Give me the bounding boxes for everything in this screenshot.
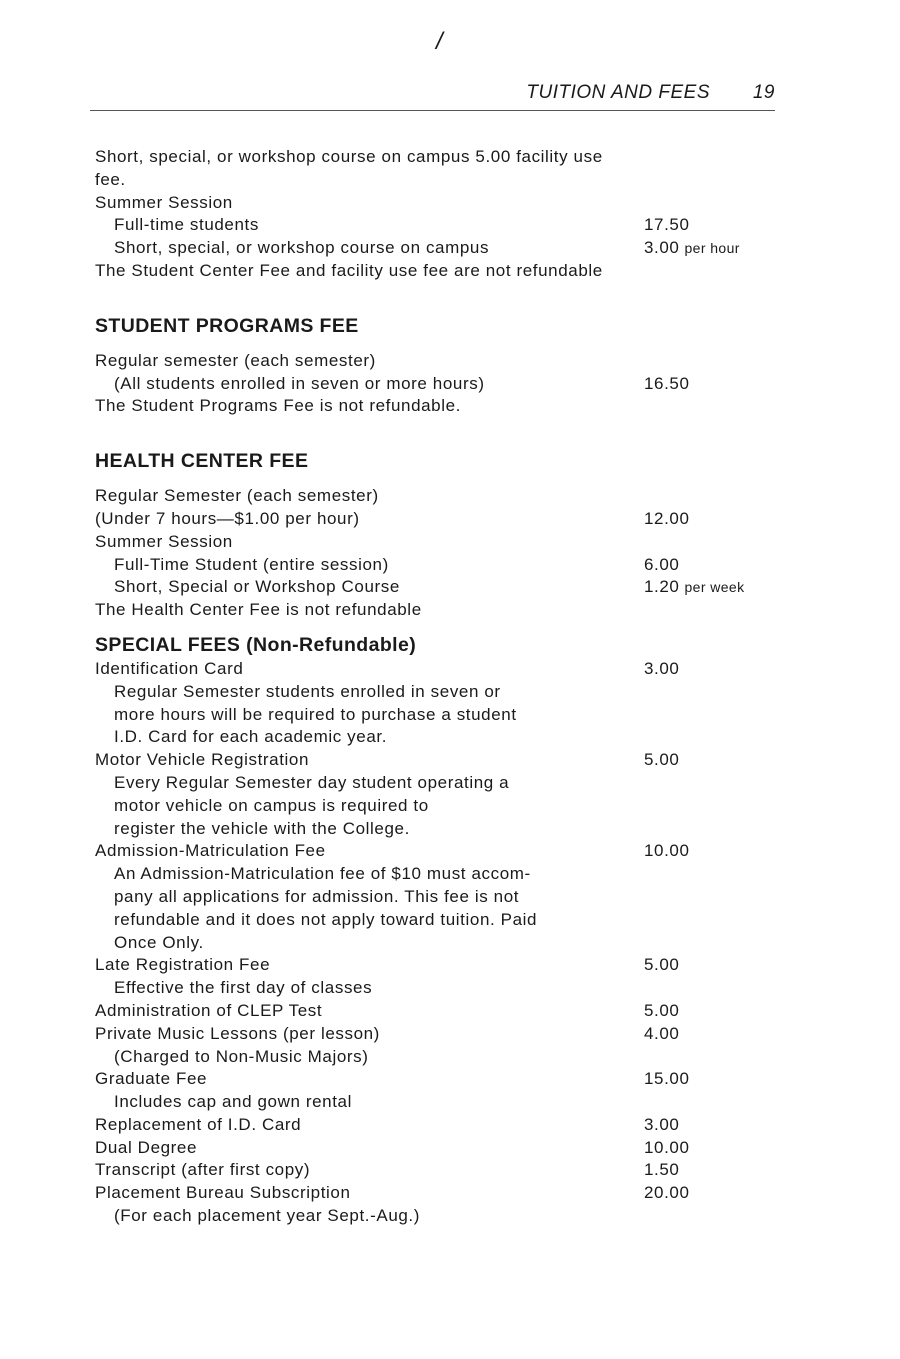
- fee-amount-value: 1.20: [644, 577, 680, 597]
- running-head: TUITION AND FEES: [526, 82, 710, 103]
- fee-amount-value: 5.00: [644, 955, 680, 975]
- fee-amount-value: 1.50: [644, 1160, 680, 1180]
- fee-description: (Under 7 hours—$1.00 per hour): [95, 508, 360, 528]
- fee-line: [95, 192, 775, 215]
- fee-line: [95, 863, 775, 886]
- fee-amount: [644, 214, 690, 237]
- fee-line: [95, 237, 775, 260]
- fee-amount: [644, 508, 690, 531]
- fee-line: [95, 726, 775, 749]
- fee-amount-value: 6.00: [644, 554, 680, 574]
- fee-description: Regular semester (each semester): [95, 350, 376, 370]
- fee-description: Dual Degree: [95, 1137, 198, 1157]
- fee-description: Summer Session: [95, 192, 233, 212]
- fee-line: [95, 1023, 775, 1046]
- fee-description: Effective the first day of classes: [114, 978, 373, 998]
- fee-description: I.D. Card for each academic year.: [114, 727, 388, 747]
- page-mark: /: [436, 28, 443, 55]
- fee-description: The Student Programs Fee is not refundable.: [95, 396, 461, 416]
- fee-description: (For each placement year Sept.-Aug.): [114, 1206, 421, 1226]
- fee-amount: [644, 237, 740, 260]
- section-heading: STUDENT PROGRAMS FEE: [95, 314, 359, 337]
- fee-amount-value: 3.00: [644, 238, 680, 258]
- fee-amount-value: 3.00: [644, 1114, 680, 1134]
- fee-amount: [644, 373, 690, 396]
- fee-description: pany all applications for admission. This fee is not: [114, 886, 520, 906]
- fee-description: register the vehicle with the College.: [114, 818, 410, 838]
- fee-description: fee.: [95, 169, 126, 189]
- fee-amount-value: 16.50: [644, 373, 690, 393]
- fee-amount-value: 4.00: [644, 1023, 680, 1043]
- fee-line: [95, 214, 775, 237]
- fee-line: [95, 1046, 775, 1069]
- fee-amount: [644, 1114, 680, 1137]
- intro-section: [95, 146, 775, 283]
- fee-amount-value: 17.50: [644, 215, 690, 235]
- fee-line: [95, 909, 775, 932]
- fee-line: [95, 704, 775, 727]
- fee-line: [95, 1137, 775, 1160]
- fee-unit: per hour: [684, 240, 740, 257]
- fee-description: Every Regular Semester day student operating a: [114, 772, 510, 792]
- health-center-section: [95, 485, 775, 622]
- fee-amount-value: 12.00: [644, 508, 690, 528]
- fee-line: [95, 772, 775, 795]
- fee-line: [95, 1159, 775, 1182]
- fee-description: Identification Card: [95, 658, 244, 678]
- fee-line: [95, 350, 775, 373]
- fee-line: [95, 599, 775, 622]
- fee-amount: [644, 1068, 690, 1091]
- fee-line: [95, 954, 775, 977]
- fee-line: [95, 932, 775, 955]
- fee-description: more hours will be required to purchase a student: [114, 704, 517, 724]
- fee-line: [95, 395, 775, 418]
- fee-description: motor vehicle on campus is required to: [114, 795, 429, 815]
- fee-amount: [644, 954, 680, 977]
- fee-amount-value: 20.00: [644, 1183, 690, 1203]
- fee-line: [95, 658, 775, 681]
- fee-line: [95, 260, 775, 283]
- fee-description: The Health Center Fee is not refundable: [95, 600, 422, 620]
- fee-line: [95, 169, 775, 192]
- fee-amount: [644, 1023, 680, 1046]
- fee-description: Once Only.: [114, 932, 204, 952]
- fee-description: Graduate Fee: [95, 1069, 208, 1089]
- fee-description: Placement Bureau Subscription: [95, 1183, 351, 1203]
- fee-line: [95, 1114, 775, 1137]
- fee-description: Admission-Matriculation Fee: [95, 841, 326, 861]
- fee-description: (Charged to Non-Music Majors): [114, 1046, 369, 1066]
- fee-description: An Admission-Matriculation fee of $10 must accom-: [114, 864, 531, 884]
- fee-line: [95, 1000, 775, 1023]
- fee-description: Private Music Lessons (per lesson): [95, 1023, 380, 1043]
- fee-description: refundable and it does not apply toward tuition. Paid: [114, 909, 538, 929]
- page-number: 19: [752, 82, 775, 103]
- fee-line: [95, 977, 775, 1000]
- fee-description: The Student Center Fee and facility use fee are not refundable: [95, 260, 603, 280]
- fee-line: [95, 1205, 775, 1228]
- fee-line: [95, 1182, 775, 1205]
- fee-line: [95, 886, 775, 909]
- page-content: [95, 146, 775, 1228]
- fee-line: [95, 1091, 775, 1114]
- special-fees-section: [95, 658, 775, 1228]
- fee-line: [95, 795, 775, 818]
- fee-amount-value: 10.00: [644, 841, 690, 861]
- fee-amount: [644, 576, 745, 599]
- fee-amount-value: 3.00: [644, 658, 680, 678]
- fee-amount: [644, 840, 690, 863]
- fee-amount: [644, 1137, 690, 1160]
- fee-description: Regular Semester (each semester): [95, 486, 379, 506]
- fee-line: [95, 554, 775, 577]
- fee-description: Motor Vehicle Registration: [95, 750, 310, 770]
- fee-description: Regular Semester students enrolled in seven or: [114, 681, 501, 701]
- fee-description: (All students enrolled in seven or more hours): [114, 373, 485, 393]
- fee-description: Summer Session: [95, 531, 233, 551]
- fee-amount: [644, 658, 680, 681]
- fee-amount: [644, 1182, 690, 1205]
- fee-description: Includes cap and gown rental: [114, 1092, 352, 1112]
- fee-amount-value: 5.00: [644, 1000, 680, 1020]
- fee-description: Full-Time Student (entire session): [114, 554, 389, 574]
- fee-amount: [644, 749, 680, 772]
- fee-line: [95, 373, 775, 396]
- fee-description: Late Registration Fee: [95, 955, 271, 975]
- student-programs-section: [95, 350, 775, 418]
- fee-line: [95, 818, 775, 841]
- fee-description: Short, special, or workshop course on campus: [114, 238, 490, 258]
- fee-line: [95, 681, 775, 704]
- page-header: [90, 80, 775, 111]
- fee-line: [95, 146, 775, 169]
- fee-amount-value: 5.00: [644, 750, 680, 770]
- fee-amount: [644, 1000, 680, 1023]
- fee-amount: [644, 1159, 680, 1182]
- fee-description: Full-time students: [114, 215, 259, 235]
- fee-line: [95, 840, 775, 863]
- section-heading: HEALTH CENTER FEE: [95, 450, 309, 473]
- fee-description: Short, Special or Workshop Course: [114, 577, 400, 597]
- fee-unit: per week: [684, 579, 745, 596]
- fee-description: Short, special, or workshop course on campus 5.00 facility use: [95, 147, 603, 166]
- fee-description: Replacement of I.D. Card: [95, 1114, 302, 1134]
- fee-description: Transcript (after first copy): [95, 1160, 311, 1180]
- fee-line: [95, 576, 775, 599]
- fee-line: [95, 531, 775, 554]
- fee-line: [95, 749, 775, 772]
- fee-amount: [644, 554, 680, 577]
- fee-amount-value: 10.00: [644, 1137, 690, 1157]
- fee-line: [95, 1068, 775, 1091]
- fee-line: [95, 485, 775, 508]
- fee-description: Administration of CLEP Test: [95, 1000, 323, 1020]
- section-heading: SPECIAL FEES (Non-Refundable): [95, 633, 417, 656]
- fee-amount-value: 15.00: [644, 1069, 690, 1089]
- fee-line: [95, 508, 775, 531]
